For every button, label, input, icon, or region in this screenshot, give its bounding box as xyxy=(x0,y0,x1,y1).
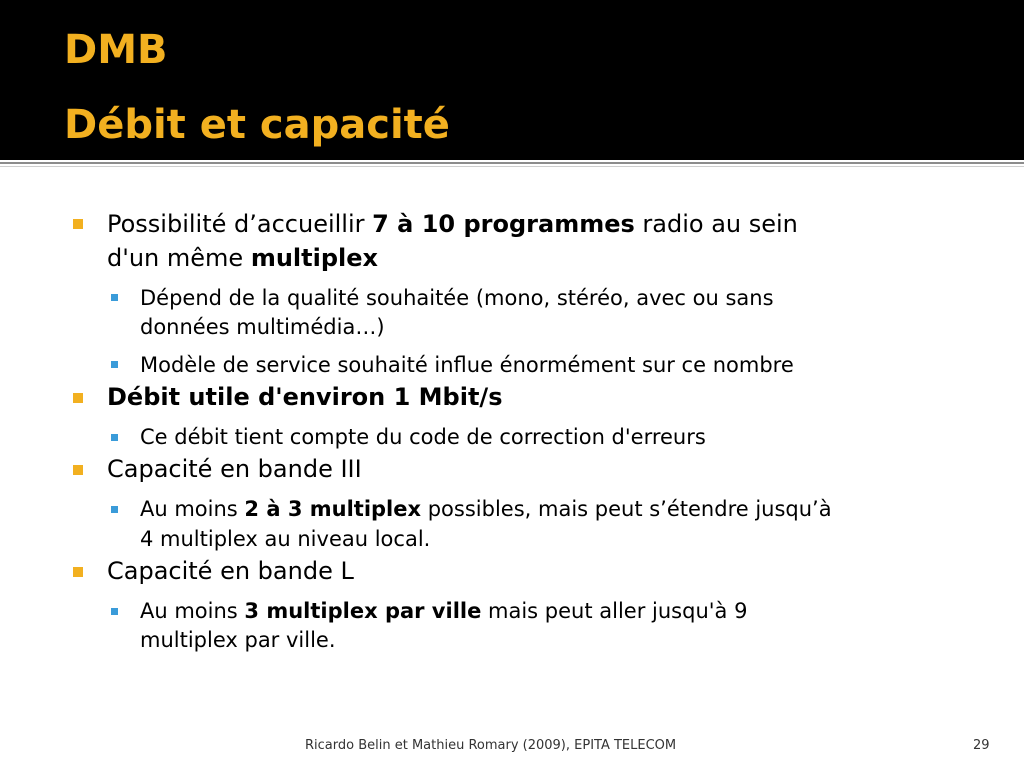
bullet-1-line-2 xyxy=(107,242,378,275)
bullet-4-line-1: Capacité en bande L xyxy=(107,557,354,585)
sub-bullet-marker-5 xyxy=(111,608,118,615)
sub-bullet-1-line-2: données multimédia…) xyxy=(140,315,385,339)
sub-bullet-3-line-1: Ce débit tient compte du code de correction d'erreurs xyxy=(140,425,706,449)
sub-bullet-marker-2 xyxy=(111,361,118,368)
bullet-marker-2 xyxy=(73,393,83,403)
page-number: 29 xyxy=(973,738,990,753)
sub-bullet-1-line-1: Dépend de la qualité souhaitée (mono, stéréo, avec ou sans xyxy=(140,286,774,310)
sub-bullet-2-line-1: Modèle de service souhaité influe énormément sur ce nombre xyxy=(140,353,794,377)
sub-bullet-4-bold: 2 à 3 multiplex xyxy=(244,497,422,521)
bullet-1-bold-b: multiplex xyxy=(250,244,378,272)
slide-title-line-1: DMB xyxy=(64,27,168,73)
bullet-marker-4 xyxy=(73,567,83,577)
sub-bullet-marker-4 xyxy=(111,506,118,513)
sub-bullet-marker-3 xyxy=(111,434,118,441)
sub-bullet-5-text-a: Au moins xyxy=(140,599,245,623)
sub-bullet-5-bold: 3 multiplex par ville xyxy=(244,599,482,623)
sub-bullet-5-line-1 xyxy=(140,597,747,625)
bullet-1-text-b: radio au sein xyxy=(634,210,798,238)
sub-bullet-4-text-b: possibles, mais peut s’étendre jusqu’à xyxy=(421,497,832,521)
bullet-3-line-1: Capacité en bande III xyxy=(107,455,362,483)
bullet-marker-3 xyxy=(73,465,83,475)
bullet-1-bold-a: 7 à 10 programmes xyxy=(372,210,635,238)
slide-title-line-2: Débit et capacité xyxy=(64,102,450,148)
sub-bullet-5-text-b: mais peut aller jusqu'à 9 xyxy=(481,599,748,623)
title-divider xyxy=(0,162,1024,164)
bullet-1-text-c: d'un même xyxy=(107,244,251,272)
sub-bullet-5-line-2: multiplex par ville. xyxy=(140,628,336,652)
bullet-marker-1 xyxy=(73,219,83,229)
sub-bullet-4-text-a: Au moins xyxy=(140,497,245,521)
sub-bullet-4-line-2: 4 multiplex au niveau local. xyxy=(140,527,431,551)
title-band xyxy=(0,0,1024,160)
sub-bullet-marker-1 xyxy=(111,294,118,301)
title-divider-thin xyxy=(0,166,1024,167)
sub-bullet-4-line-1 xyxy=(140,495,832,523)
bullet-1-line-1 xyxy=(107,208,798,241)
footer-credit: Ricardo Belin et Mathieu Romary (2009), EPITA TELECOM xyxy=(305,738,677,753)
bullet-1-text-a: Possibilité d’accueillir xyxy=(107,210,373,238)
bullet-2-line-1: Débit utile d'environ 1 Mbit/s xyxy=(107,383,503,411)
